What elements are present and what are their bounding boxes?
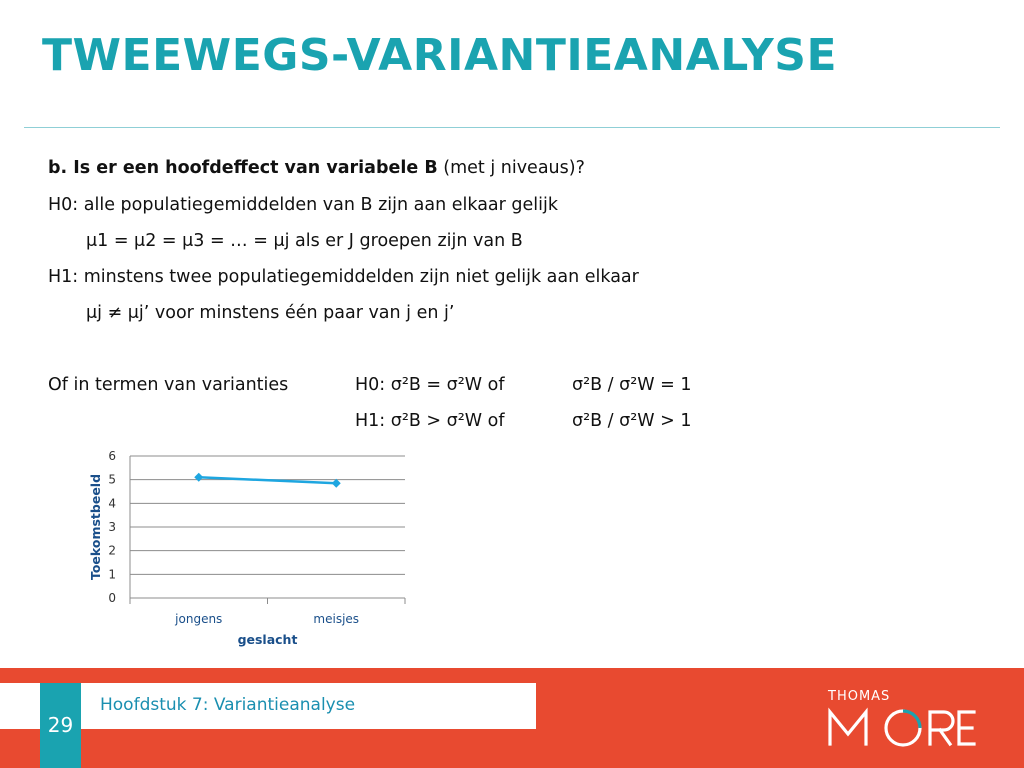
chart-svg (80, 445, 420, 650)
line-h1: H1: minstens twee populatiegemiddelden zijn niet gelijk aan elkaar (48, 267, 639, 287)
title-divider (24, 127, 1000, 128)
y-axis-title: Toekomstbeeld (88, 473, 103, 581)
line-question (48, 157, 585, 179)
line-h0: H0: alle populatiegemiddelden van B zijn aan elkaar gelijk (48, 195, 559, 215)
y-tick-label: 5 (108, 472, 116, 487)
series-line (199, 477, 337, 483)
line-variance-h0-ratio: σ²B / σ²W = 1 (572, 375, 692, 395)
line-variance-h0: H0: σ²B = σ²W of (355, 375, 505, 395)
y-tick-label: 1 (108, 567, 116, 582)
question-bold: b. Is er een hoofdeffect van variabele B (48, 158, 438, 178)
line-chart (80, 445, 420, 650)
y-tick-label: 2 (108, 543, 116, 558)
x-axis-title: geslacht (237, 632, 298, 647)
more-logo-mark (826, 700, 978, 748)
y-tick-label: 6 (108, 449, 116, 463)
question-rest: (met j niveaus)? (437, 158, 585, 178)
chapter-title: Hoofdstuk 7: Variantieanalyse (100, 695, 356, 715)
line-variance-intro: Of in termen van varianties (48, 375, 289, 395)
thomas-more-logo (826, 700, 978, 752)
logo-thomas-text: THOMAS (828, 689, 891, 704)
slide-title: TWEEWEGS-VARIANTIEANALYSE (42, 30, 838, 81)
line-variance-h1: H1: σ²B > σ²W of (355, 411, 505, 431)
line-variance-h1-ratio: σ²B / σ²W > 1 (572, 411, 692, 431)
line-h0-formula: μ1 = μ2 = μ3 = … = μj als er J groepen zijn van B (86, 231, 523, 251)
y-tick-label: 0 (108, 591, 116, 605)
data-point (194, 473, 203, 482)
y-tick-label: 4 (108, 496, 116, 511)
page-number: 29 (47, 713, 74, 737)
y-tick-label: 3 (108, 520, 116, 534)
line-h1-formula: μj ≠ μj’ voor minstens één paar van j en j’ (86, 303, 455, 323)
x-tick-label: jongens (175, 612, 223, 626)
x-tick-label: meisjes (313, 612, 360, 626)
